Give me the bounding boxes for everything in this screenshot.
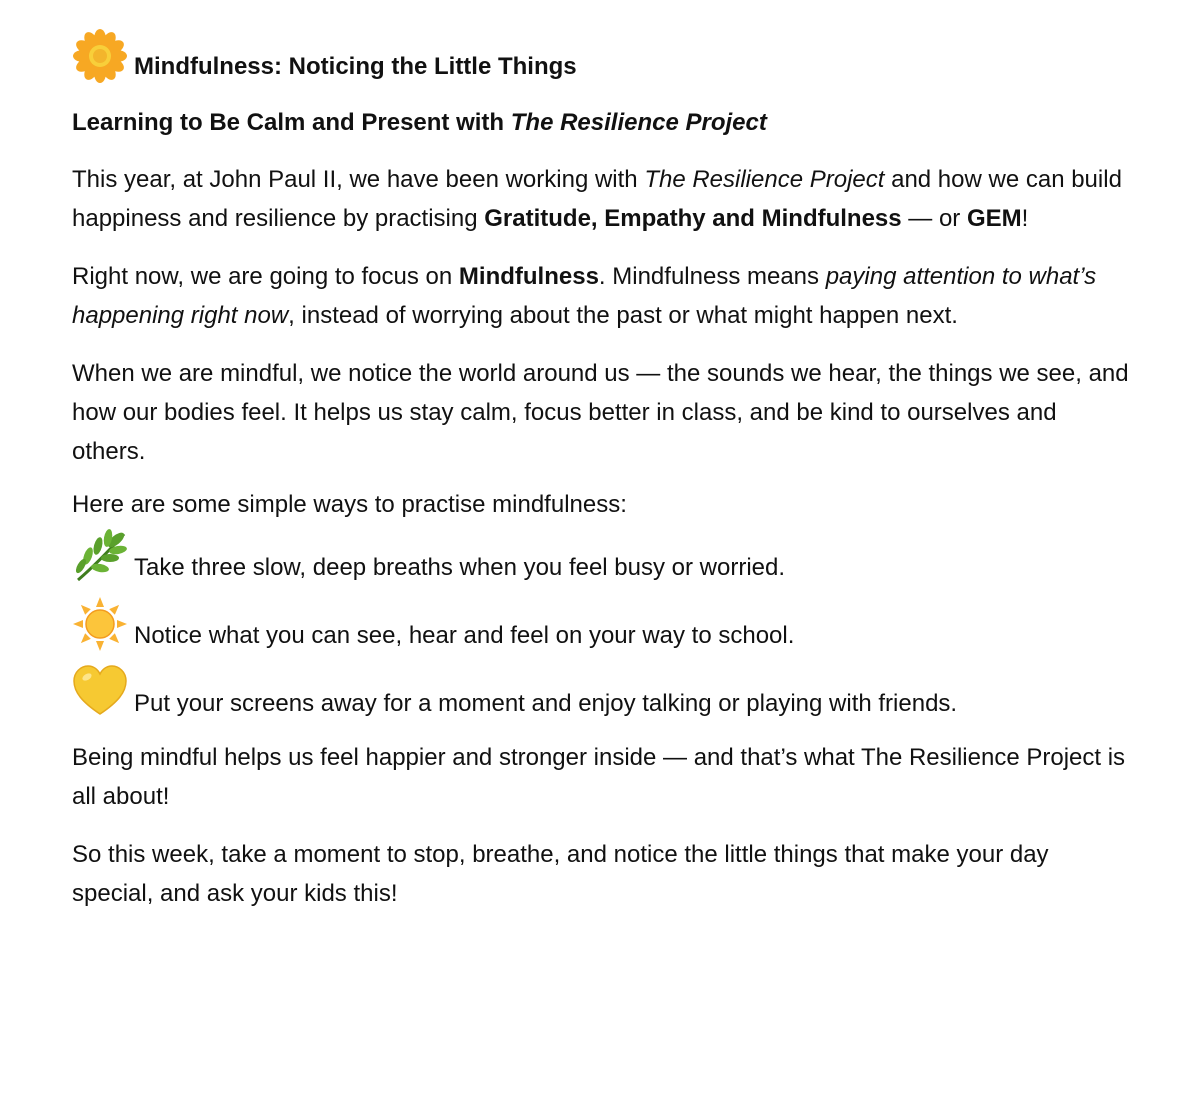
p2-mindfulness: Mindfulness: [458, 263, 599, 290]
p1-gem-words: Gratitude, Empathy and Mindfulness: [484, 205, 902, 232]
paragraph-ways: Here are some simple ways to practise mindfulness:: [72, 491, 627, 518]
document: [72, 22, 1132, 913]
herb-icon: [72, 528, 128, 584]
p2-text-e: , instead of worrying about the past or what might happen next.: [288, 302, 958, 329]
yellow-heart-icon: [72, 664, 128, 720]
tip-text: Put your screens away for a moment and enjoy talking or playing with friends.: [134, 690, 958, 717]
p1-project-name: The Resilience Project: [644, 166, 885, 193]
page-title: Mindfulness: Noticing the Little Things: [134, 53, 577, 80]
p2-definition: paying attention to what’s happening right now: [72, 263, 1097, 329]
subtitle-emphasis: The Resilience Project: [510, 109, 767, 136]
p1-text-a: This year, at John Paul II, we have been working with: [72, 166, 645, 193]
p1-text-e: — or: [901, 205, 967, 232]
tip-item-notice: [72, 592, 1132, 652]
title-row: [72, 22, 1132, 84]
p1-text-c: and how we can build happiness and resilience by practising: [72, 166, 1122, 232]
sun-icon: [72, 596, 128, 652]
paragraph-benefits: When we are mindful, we notice the world around us — the sounds we hear, the things we see, and how our bodies feel. It helps us stay calm, focus better in class, and be kind to ourselves and others.: [72, 360, 1129, 465]
tip-item-screens: [72, 660, 1132, 720]
flower-icon: [72, 28, 128, 84]
p1-gem: GEM: [966, 205, 1022, 232]
paragraph-mindfulness: [72, 257, 1132, 335]
tip-item-breathe: [72, 524, 1132, 584]
p2-text-a: Right now, we are going to focus on: [72, 263, 459, 290]
p1-text-g: !: [1021, 205, 1029, 232]
paragraph-this-week: So this week, take a moment to stop, breathe, and notice the little things that make your day special, and ask your kids this!: [72, 841, 1049, 907]
subtitle-text: Learning to Be Calm and Present with: [72, 109, 511, 136]
p2-text-c: . Mindfulness means: [598, 263, 826, 290]
paragraph-conclusion: Being mindful helps us feel happier and stronger inside — and that’s what The Resilience Project is all about!: [72, 744, 1126, 810]
tip-text: Take three slow, deep breaths when you feel busy or worried.: [134, 554, 786, 581]
tip-text: Notice what you can see, hear and feel on your way to school.: [134, 622, 795, 649]
paragraph-intro: [72, 160, 1132, 238]
subtitle: [72, 108, 1132, 138]
